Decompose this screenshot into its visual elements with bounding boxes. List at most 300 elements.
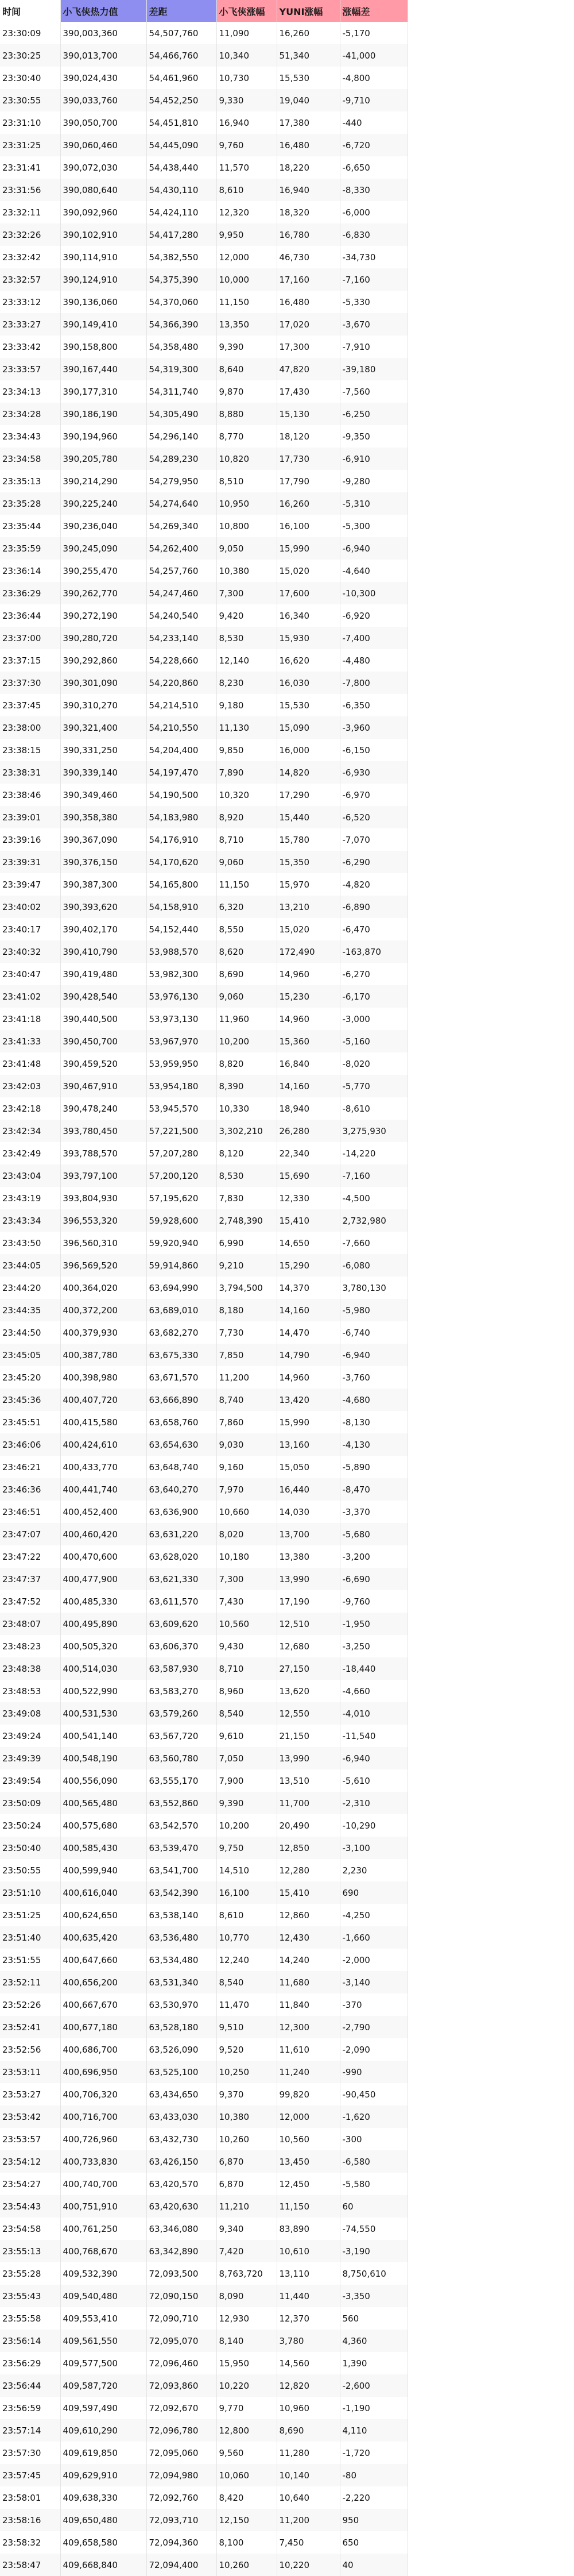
cell-heat-value[interactable]: 390,450,700 [60,1030,146,1052]
cell-time[interactable]: 23:48:53 [0,1680,60,1702]
cell-gap[interactable]: 54,366,390 [146,313,216,336]
cell-increase[interactable]: 10,560 [216,1613,277,1635]
cell-increase-diff[interactable]: -3,190 [340,2240,408,2262]
cell-yuni-increase[interactable]: 13,420 [277,1389,340,1411]
cell-increase-diff[interactable]: -11,540 [340,1725,408,1747]
cell-time[interactable]: 23:35:44 [0,515,60,537]
cell-heat-value[interactable]: 390,186,190 [60,403,146,425]
cell-time[interactable]: 23:51:40 [0,1926,60,1949]
cell-yuni-increase[interactable]: 27,150 [277,1657,340,1680]
cell-yuni-increase[interactable]: 11,610 [277,2038,340,2061]
cell-gap[interactable]: 72,093,500 [146,2262,216,2285]
cell-gap[interactable]: 54,183,980 [146,806,216,828]
cell-time[interactable]: 23:33:42 [0,336,60,358]
cell-heat-value[interactable]: 390,050,700 [60,111,146,134]
cell-gap[interactable]: 54,438,440 [146,156,216,179]
header-heat-value[interactable]: 小飞侠热力值 [60,0,146,22]
cell-gap[interactable]: 54,417,280 [146,223,216,246]
cell-time[interactable]: 23:49:54 [0,1769,60,1792]
cell-increase-diff[interactable]: -4,480 [340,649,408,672]
cell-yuni-increase[interactable]: 14,560 [277,2352,340,2374]
cell-heat-value[interactable]: 400,716,700 [60,2105,146,2128]
cell-time[interactable]: 23:34:28 [0,403,60,425]
cell-gap[interactable]: 54,176,910 [146,828,216,851]
cell-increase-diff[interactable]: -6,830 [340,223,408,246]
cell-heat-value[interactable]: 390,236,040 [60,515,146,537]
cell-increase[interactable]: 8,610 [216,1904,277,1926]
cell-increase-diff[interactable]: 950 [340,2509,408,2531]
cell-yuni-increase[interactable]: 18,120 [277,425,340,448]
cell-gap[interactable]: 63,526,090 [146,2038,216,2061]
cell-heat-value[interactable]: 409,629,910 [60,2464,146,2486]
cell-increase-diff[interactable]: -5,330 [340,291,408,313]
cell-gap[interactable]: 72,093,710 [146,2509,216,2531]
cell-time[interactable]: 23:40:17 [0,918,60,940]
cell-yuni-increase[interactable]: 14,960 [277,963,340,985]
cell-increase[interactable]: 9,510 [216,2016,277,2038]
cell-yuni-increase[interactable]: 15,130 [277,403,340,425]
cell-heat-value[interactable]: 400,531,530 [60,1702,146,1725]
cell-increase[interactable]: 10,340 [216,44,277,67]
cell-increase-diff[interactable]: -3,250 [340,1635,408,1657]
cell-time[interactable]: 23:42:03 [0,1075,60,1097]
cell-gap[interactable]: 63,555,170 [146,1769,216,1792]
cell-heat-value[interactable]: 390,262,770 [60,582,146,604]
cell-increase[interactable]: 7,900 [216,1769,277,1792]
cell-gap[interactable]: 54,424,110 [146,201,216,223]
cell-yuni-increase[interactable]: 16,100 [277,515,340,537]
cell-time[interactable]: 23:50:24 [0,1814,60,1837]
cell-time[interactable]: 23:47:07 [0,1523,60,1545]
cell-gap[interactable]: 63,538,140 [146,1904,216,1926]
cell-heat-value[interactable]: 390,321,400 [60,716,146,739]
cell-increase-diff[interactable]: -2,220 [340,2486,408,2509]
cell-yuni-increase[interactable]: 15,090 [277,716,340,739]
cell-gap[interactable]: 63,426,150 [146,2150,216,2173]
cell-increase[interactable]: 9,870 [216,380,277,403]
cell-gap[interactable]: 72,093,860 [146,2374,216,2397]
cell-time[interactable]: 23:32:11 [0,201,60,223]
cell-increase-diff[interactable]: -5,890 [340,1456,408,1478]
cell-heat-value[interactable]: 390,387,300 [60,873,146,896]
cell-yuni-increase[interactable]: 14,030 [277,1501,340,1523]
cell-time[interactable]: 23:53:27 [0,2083,60,2105]
cell-yuni-increase[interactable]: 22,340 [277,1142,340,1164]
cell-heat-value[interactable]: 390,080,640 [60,179,146,201]
cell-increase[interactable]: 12,320 [216,201,277,223]
cell-gap[interactable]: 54,262,400 [146,537,216,560]
cell-heat-value[interactable]: 400,565,480 [60,1792,146,1814]
cell-increase[interactable]: 9,610 [216,1725,277,1747]
cell-increase[interactable]: 10,260 [216,2554,277,2576]
cell-yuni-increase[interactable]: 17,290 [277,784,340,806]
cell-time[interactable]: 23:42:49 [0,1142,60,1164]
cell-increase-diff[interactable]: -3,370 [340,1501,408,1523]
cell-time[interactable]: 23:48:38 [0,1657,60,1680]
cell-yuni-increase[interactable]: 15,530 [277,694,340,716]
cell-heat-value[interactable]: 409,540,480 [60,2285,146,2307]
cell-yuni-increase[interactable]: 20,490 [277,1814,340,1837]
cell-heat-value[interactable]: 409,597,490 [60,2397,146,2419]
cell-yuni-increase[interactable]: 3,780 [277,2330,340,2352]
cell-increase[interactable]: 11,090 [216,22,277,44]
cell-yuni-increase[interactable]: 11,840 [277,1993,340,2016]
cell-increase-diff[interactable]: -34,730 [340,246,408,268]
cell-time[interactable]: 23:37:30 [0,672,60,694]
cell-increase-diff[interactable]: -2,600 [340,2374,408,2397]
cell-gap[interactable]: 54,311,740 [146,380,216,403]
cell-increase-diff[interactable]: -5,300 [340,515,408,537]
cell-increase-diff[interactable]: -8,330 [340,179,408,201]
cell-gap[interactable]: 53,982,300 [146,963,216,985]
cell-increase-diff[interactable]: -7,070 [340,828,408,851]
cell-time[interactable]: 23:31:10 [0,111,60,134]
cell-increase[interactable]: 3,302,210 [216,1120,277,1142]
cell-heat-value[interactable]: 390,149,410 [60,313,146,336]
cell-gap[interactable]: 54,257,760 [146,560,216,582]
cell-heat-value[interactable]: 400,686,700 [60,2038,146,2061]
cell-gap[interactable]: 63,434,650 [146,2083,216,2105]
cell-increase-diff[interactable]: -18,440 [340,1657,408,1680]
cell-increase-diff[interactable]: -6,350 [340,694,408,716]
cell-yuni-increase[interactable]: 13,620 [277,1680,340,1702]
cell-time[interactable]: 23:35:59 [0,537,60,560]
cell-heat-value[interactable]: 409,650,480 [60,2509,146,2531]
cell-yuni-increase[interactable]: 16,940 [277,179,340,201]
cell-gap[interactable]: 53,973,130 [146,1008,216,1030]
cell-yuni-increase[interactable]: 17,790 [277,470,340,492]
cell-increase[interactable]: 8,770 [216,425,277,448]
cell-increase[interactable]: 12,000 [216,246,277,268]
cell-increase[interactable]: 3,794,500 [216,1277,277,1299]
cell-increase[interactable]: 10,320 [216,784,277,806]
cell-time[interactable]: 23:30:40 [0,67,60,89]
cell-increase[interactable]: 9,420 [216,604,277,627]
cell-yuni-increase[interactable]: 99,820 [277,2083,340,2105]
cell-gap[interactable]: 54,247,460 [146,582,216,604]
cell-yuni-increase[interactable]: 13,210 [277,896,340,918]
cell-increase-diff[interactable]: -163,870 [340,940,408,963]
cell-increase-diff[interactable]: 4,110 [340,2419,408,2442]
cell-time[interactable]: 23:56:59 [0,2397,60,2419]
cell-time[interactable]: 23:44:05 [0,1254,60,1277]
cell-time[interactable]: 23:37:45 [0,694,60,716]
cell-increase-diff[interactable]: -6,920 [340,604,408,627]
cell-gap[interactable]: 59,928,600 [146,1209,216,1232]
cell-heat-value[interactable]: 400,398,980 [60,1366,146,1389]
cell-time[interactable]: 23:46:36 [0,1478,60,1501]
cell-time[interactable]: 23:54:58 [0,2218,60,2240]
cell-increase[interactable]: 7,300 [216,582,277,604]
cell-heat-value[interactable]: 400,522,990 [60,1680,146,1702]
cell-time[interactable]: 23:43:34 [0,1209,60,1232]
cell-heat-value[interactable]: 396,569,520 [60,1254,146,1277]
cell-increase-diff[interactable]: 3,780,130 [340,1277,408,1299]
cell-gap[interactable]: 72,094,980 [146,2464,216,2486]
cell-yuni-increase[interactable]: 12,000 [277,2105,340,2128]
cell-increase[interactable]: 8,690 [216,963,277,985]
cell-gap[interactable]: 72,094,400 [146,2554,216,2576]
cell-time[interactable]: 23:50:09 [0,1792,60,1814]
cell-increase[interactable]: 11,210 [216,2195,277,2218]
cell-increase[interactable]: 8,620 [216,940,277,963]
cell-increase-diff[interactable]: -7,560 [340,380,408,403]
cell-yuni-increase[interactable]: 10,220 [277,2554,340,2576]
cell-heat-value[interactable]: 400,556,090 [60,1769,146,1792]
cell-time[interactable]: 23:47:37 [0,1568,60,1590]
cell-increase-diff[interactable]: -3,000 [340,1008,408,1030]
cell-gap[interactable]: 63,621,330 [146,1568,216,1590]
cell-increase-diff[interactable]: -6,690 [340,1568,408,1590]
cell-increase[interactable]: 8,230 [216,672,277,694]
cell-yuni-increase[interactable]: 12,550 [277,1702,340,1725]
cell-yuni-increase[interactable]: 14,650 [277,1232,340,1254]
cell-yuni-increase[interactable]: 17,430 [277,380,340,403]
cell-time[interactable]: 23:52:11 [0,1971,60,1993]
cell-yuni-increase[interactable]: 16,340 [277,604,340,627]
cell-heat-value[interactable]: 396,553,320 [60,1209,146,1232]
cell-gap[interactable]: 63,560,780 [146,1747,216,1769]
cell-time[interactable]: 23:52:41 [0,2016,60,2038]
cell-time[interactable]: 23:33:57 [0,358,60,380]
cell-time[interactable]: 23:48:07 [0,1613,60,1635]
cell-increase[interactable]: 10,200 [216,1030,277,1052]
cell-increase-diff[interactable]: -6,940 [340,1747,408,1769]
cell-increase[interactable]: 8,550 [216,918,277,940]
cell-gap[interactable]: 54,375,390 [146,268,216,291]
header-yuni-increase[interactable]: YUNI涨幅 [277,0,340,22]
cell-heat-value[interactable]: 390,136,060 [60,291,146,313]
cell-increase-diff[interactable]: 8,750,610 [340,2262,408,2285]
cell-time[interactable]: 23:46:51 [0,1501,60,1523]
cell-increase-diff[interactable]: -1,620 [340,2105,408,2128]
cell-increase-diff[interactable]: 2,732,980 [340,1209,408,1232]
cell-increase[interactable]: 8,100 [216,2531,277,2554]
cell-gap[interactable]: 63,528,180 [146,2016,216,2038]
cell-increase-diff[interactable]: -1,950 [340,1613,408,1635]
cell-heat-value[interactable]: 393,804,930 [60,1187,146,1209]
cell-yuni-increase[interactable]: 83,890 [277,2218,340,2240]
cell-time[interactable]: 23:51:55 [0,1949,60,1971]
cell-heat-value[interactable]: 390,092,960 [60,201,146,223]
cell-heat-value[interactable]: 400,696,950 [60,2061,146,2083]
cell-increase[interactable]: 8,140 [216,2330,277,2352]
cell-time[interactable]: 23:46:06 [0,1433,60,1456]
cell-yuni-increase[interactable]: 13,380 [277,1545,340,1568]
cell-heat-value[interactable]: 390,003,360 [60,22,146,44]
cell-yuni-increase[interactable]: 17,730 [277,448,340,470]
cell-heat-value[interactable]: 390,033,760 [60,89,146,111]
cell-increase[interactable]: 8,710 [216,828,277,851]
cell-yuni-increase[interactable]: 17,380 [277,111,340,134]
header-increase[interactable]: 小飞侠涨幅 [216,0,277,22]
cell-time[interactable]: 23:55:28 [0,2262,60,2285]
cell-increase-diff[interactable]: -9,280 [340,470,408,492]
cell-gap[interactable]: 63,606,370 [146,1635,216,1657]
cell-gap[interactable]: 63,658,760 [146,1411,216,1433]
cell-heat-value[interactable]: 390,331,250 [60,739,146,761]
cell-increase[interactable]: 10,060 [216,2464,277,2486]
cell-increase-diff[interactable]: -7,910 [340,336,408,358]
cell-increase-diff[interactable]: -5,770 [340,1075,408,1097]
cell-increase-diff[interactable]: -14,220 [340,1142,408,1164]
cell-increase[interactable]: 10,250 [216,2061,277,2083]
cell-gap[interactable]: 63,530,970 [146,1993,216,2016]
cell-time[interactable]: 23:42:34 [0,1120,60,1142]
cell-increase[interactable]: 8,920 [216,806,277,828]
cell-yuni-increase[interactable]: 15,020 [277,918,340,940]
cell-gap[interactable]: 63,552,860 [146,1792,216,1814]
cell-heat-value[interactable]: 390,310,270 [60,694,146,716]
cell-heat-value[interactable]: 390,301,090 [60,672,146,694]
cell-yuni-increase[interactable]: 11,680 [277,1971,340,1993]
cell-increase-diff[interactable]: -8,470 [340,1478,408,1501]
cell-time[interactable]: 23:39:47 [0,873,60,896]
cell-heat-value[interactable]: 390,214,290 [60,470,146,492]
cell-gap[interactable]: 53,954,180 [146,1075,216,1097]
cell-yuni-increase[interactable]: 13,110 [277,2262,340,2285]
cell-increase[interactable]: 9,770 [216,2397,277,2419]
cell-increase-diff[interactable]: -5,980 [340,1299,408,1321]
cell-yuni-increase[interactable]: 172,490 [277,940,340,963]
cell-increase-diff[interactable]: -6,740 [340,1321,408,1344]
cell-time[interactable]: 23:58:47 [0,2554,60,2576]
cell-increase[interactable]: 13,350 [216,313,277,336]
cell-increase[interactable]: 9,180 [216,694,277,716]
cell-increase[interactable]: 14,510 [216,1859,277,1881]
cell-heat-value[interactable]: 409,619,850 [60,2442,146,2464]
cell-increase-diff[interactable]: -6,520 [340,806,408,828]
cell-gap[interactable]: 54,370,060 [146,291,216,313]
cell-heat-value[interactable]: 400,407,720 [60,1389,146,1411]
cell-increase[interactable]: 9,060 [216,851,277,873]
cell-increase-diff[interactable]: -6,270 [340,963,408,985]
cell-increase-diff[interactable]: -6,910 [340,448,408,470]
cell-heat-value[interactable]: 400,751,910 [60,2195,146,2218]
cell-time[interactable]: 23:45:20 [0,1366,60,1389]
cell-heat-value[interactable]: 400,460,420 [60,1523,146,1545]
cell-heat-value[interactable]: 390,167,440 [60,358,146,380]
cell-increase[interactable]: 10,770 [216,1926,277,1949]
cell-time[interactable]: 23:32:57 [0,268,60,291]
cell-yuni-increase[interactable]: 14,370 [277,1277,340,1299]
cell-heat-value[interactable]: 400,452,400 [60,1501,146,1523]
cell-yuni-increase[interactable]: 16,620 [277,649,340,672]
cell-heat-value[interactable]: 400,768,670 [60,2240,146,2262]
cell-increase[interactable]: 9,160 [216,1456,277,1478]
cell-increase-diff[interactable]: 3,275,930 [340,1120,408,1142]
cell-increase[interactable]: 11,200 [216,1366,277,1389]
cell-increase-diff[interactable]: -41,000 [340,44,408,67]
cell-yuni-increase[interactable]: 16,000 [277,739,340,761]
cell-yuni-increase[interactable]: 11,150 [277,2195,340,2218]
cell-increase[interactable]: 16,940 [216,111,277,134]
cell-time[interactable]: 23:41:48 [0,1052,60,1075]
cell-increase-diff[interactable]: -5,310 [340,492,408,515]
cell-yuni-increase[interactable]: 10,960 [277,2397,340,2419]
cell-gap[interactable]: 54,289,230 [146,448,216,470]
cell-time[interactable]: 23:56:14 [0,2330,60,2352]
cell-time[interactable]: 23:49:08 [0,1702,60,1725]
cell-yuni-increase[interactable]: 15,410 [277,1881,340,1904]
cell-time[interactable]: 23:58:32 [0,2531,60,2554]
cell-increase[interactable]: 9,430 [216,1635,277,1657]
cell-heat-value[interactable]: 390,349,460 [60,784,146,806]
cell-increase-diff[interactable]: -3,100 [340,1837,408,1859]
cell-increase[interactable]: 9,060 [216,985,277,1008]
cell-gap[interactable]: 53,959,950 [146,1052,216,1075]
cell-time[interactable]: 23:50:55 [0,1859,60,1881]
cell-heat-value[interactable]: 390,225,240 [60,492,146,515]
cell-increase[interactable]: 8,740 [216,1389,277,1411]
cell-time[interactable]: 23:45:36 [0,1389,60,1411]
cell-heat-value[interactable]: 390,376,150 [60,851,146,873]
cell-time[interactable]: 23:55:13 [0,2240,60,2262]
cell-gap[interactable]: 63,583,270 [146,1680,216,1702]
cell-gap[interactable]: 72,090,150 [146,2285,216,2307]
cell-gap[interactable]: 63,433,030 [146,2105,216,2128]
cell-yuni-increase[interactable]: 15,690 [277,1164,340,1187]
cell-heat-value[interactable]: 400,541,140 [60,1725,146,1747]
cell-yuni-increase[interactable]: 12,330 [277,1187,340,1209]
cell-gap[interactable]: 54,152,440 [146,918,216,940]
cell-increase-diff[interactable]: -6,650 [340,156,408,179]
cell-increase-diff[interactable]: -6,580 [340,2150,408,2173]
cell-increase-diff[interactable]: -90,450 [340,2083,408,2105]
cell-yuni-increase[interactable]: 15,360 [277,1030,340,1052]
cell-gap[interactable]: 63,648,740 [146,1456,216,1478]
cell-yuni-increase[interactable]: 16,480 [277,291,340,313]
cell-increase[interactable]: 9,750 [216,1837,277,1859]
cell-increase[interactable]: 6,990 [216,1232,277,1254]
cell-gap[interactable]: 54,382,550 [146,246,216,268]
cell-increase-diff[interactable]: -7,400 [340,627,408,649]
cell-gap[interactable]: 54,228,660 [146,649,216,672]
cell-yuni-increase[interactable]: 18,320 [277,201,340,223]
cell-time[interactable]: 23:31:56 [0,179,60,201]
cell-heat-value[interactable]: 400,433,770 [60,1456,146,1478]
cell-gap[interactable]: 72,096,780 [146,2419,216,2442]
cell-heat-value[interactable]: 409,553,410 [60,2307,146,2330]
cell-increase[interactable]: 7,970 [216,1478,277,1501]
cell-gap[interactable]: 53,976,130 [146,985,216,1008]
cell-increase[interactable]: 10,820 [216,448,277,470]
cell-gap[interactable]: 54,358,480 [146,336,216,358]
cell-gap[interactable]: 54,220,860 [146,672,216,694]
cell-increase[interactable]: 8,610 [216,179,277,201]
cell-time[interactable]: 23:33:12 [0,291,60,313]
cell-increase-diff[interactable]: 40 [340,2554,408,2576]
cell-gap[interactable]: 63,654,630 [146,1433,216,1456]
cell-increase[interactable]: 12,800 [216,2419,277,2442]
cell-yuni-increase[interactable]: 15,780 [277,828,340,851]
header-time[interactable]: 时间 [0,0,60,22]
cell-yuni-increase[interactable]: 14,160 [277,1299,340,1321]
cell-yuni-increase[interactable]: 10,140 [277,2464,340,2486]
cell-heat-value[interactable]: 400,585,430 [60,1837,146,1859]
cell-heat-value[interactable]: 390,177,310 [60,380,146,403]
cell-gap[interactable]: 54,279,950 [146,470,216,492]
cell-yuni-increase[interactable]: 15,410 [277,1209,340,1232]
cell-increase-diff[interactable]: -5,170 [340,22,408,44]
cell-gap[interactable]: 63,675,330 [146,1344,216,1366]
cell-yuni-increase[interactable]: 14,470 [277,1321,340,1344]
cell-heat-value[interactable]: 390,124,910 [60,268,146,291]
cell-gap[interactable]: 72,092,670 [146,2397,216,2419]
cell-yuni-increase[interactable]: 15,930 [277,627,340,649]
cell-yuni-increase[interactable]: 11,200 [277,2509,340,2531]
cell-yuni-increase[interactable]: 13,510 [277,1769,340,1792]
